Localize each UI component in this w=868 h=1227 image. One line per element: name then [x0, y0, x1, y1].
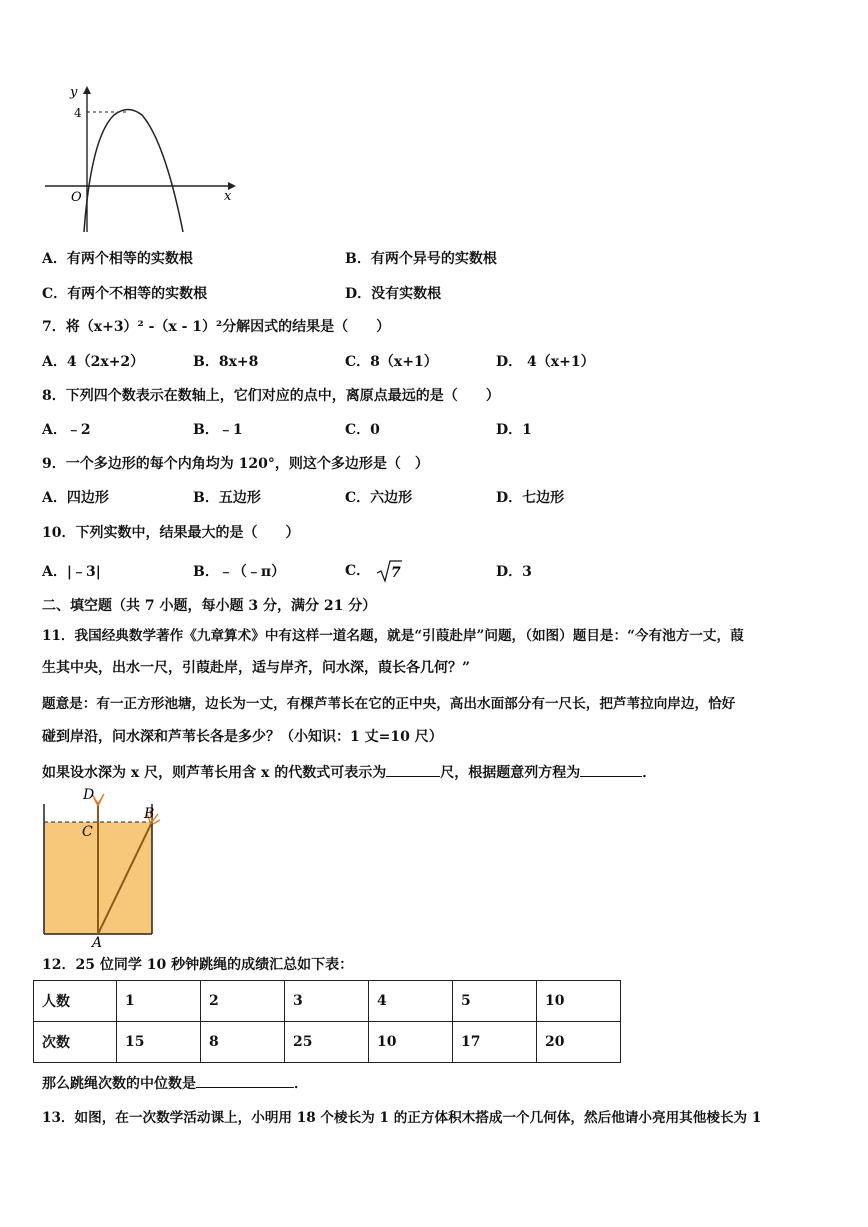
q7-option-b: B．8x+8	[193, 354, 259, 370]
q9-option-d: D．七边形	[496, 490, 565, 506]
label-c: C	[82, 824, 93, 840]
table-cell: 4	[369, 981, 453, 1022]
q7-option-a: A．4（2x+2）	[42, 354, 145, 370]
q8-option-b: B．﹣1	[193, 422, 243, 438]
q7-option-d: D． 4（x+1）	[496, 354, 595, 370]
label-b: B	[144, 806, 155, 822]
q11-line-5	[42, 762, 656, 783]
answer-blank-1[interactable]	[386, 762, 440, 777]
pond-figure	[34, 784, 164, 949]
table-cell: 10	[369, 1022, 453, 1063]
q7-stem: 7．将（x+3）² -（x - 1）²分解因式的结果是（ ）	[42, 319, 391, 335]
q8-stem: 8．下列四个数表示在数轴上，它们对应的点中，离原点最远的是（ ）	[42, 388, 500, 404]
q7-option-c: C．8（x+1）	[345, 354, 438, 370]
table-cell: 次数	[34, 1022, 117, 1063]
table-cell: 20	[537, 1022, 621, 1063]
sqrt-symbol	[375, 558, 403, 584]
table-cell: 8	[201, 1022, 285, 1063]
q11-line-2: 生其中央，出水一尺，引葭赴岸，适与岸齐，问水深，葭长各几何？”	[42, 660, 471, 676]
q6-option-b: B．有两个异号的实数根	[345, 251, 497, 267]
table-row	[34, 981, 621, 1022]
q10-option-b: B．﹣（﹣π）	[193, 564, 286, 580]
q8-option-c: C．0	[345, 422, 380, 438]
y-tick-label: 4	[74, 106, 82, 120]
table-cell: 2	[201, 981, 285, 1022]
table-cell: 3	[285, 981, 369, 1022]
q9-option-a: A．四边形	[42, 490, 109, 506]
table-cell: 10	[537, 981, 621, 1022]
y-axis-arrow	[83, 86, 91, 94]
table-cell: 1	[117, 981, 201, 1022]
q8-option-d: D．1	[496, 422, 532, 438]
table-cell: 17	[453, 1022, 537, 1063]
table-cell: 15	[117, 1022, 201, 1063]
label-d: D	[83, 787, 95, 803]
q10-stem: 10．下列实数中，结果最大的是（ ）	[42, 525, 300, 541]
q9-stem: 9．一个多边形的每个内角均为 120°，则这个多边形是（ ）	[42, 456, 429, 472]
q12-followup-end: ．	[294, 1076, 308, 1092]
table-row	[34, 1022, 621, 1063]
parabola-curve	[84, 110, 183, 233]
table-cell: 5	[453, 981, 537, 1022]
jump-rope-table	[33, 980, 621, 1063]
q11-line-5-part-3: ．	[642, 765, 657, 781]
q12-followup-text: 那么跳绳次数的中位数是	[42, 1076, 196, 1092]
q11-line-4: 碰到岸沿，问水深和芦苇长各是多少？（小知识：1 丈=10 尺）	[42, 729, 443, 745]
section-heading: 二、填空题（共 7 小题，每小题 3 分，满分 21 分）	[42, 598, 377, 614]
q8-option-a: A．﹣2	[42, 422, 91, 438]
q11-line-1: 11．我国经典数学著作《九章算术》中有这样一道名题，就是“引葭赴岸”问题，（如图）题目是：“今有池方一丈，葭	[42, 628, 744, 644]
q10-option-c	[345, 558, 403, 584]
table-cell: 人数	[34, 981, 117, 1022]
sqrt-radicand: 7	[391, 565, 401, 581]
answer-blank-3[interactable]	[196, 1073, 294, 1088]
q6-option-d: D．没有实数根	[345, 286, 442, 302]
origin-label: O	[71, 190, 82, 205]
q6-option-a: A．有两个相等的实数根	[42, 251, 193, 267]
q6-option-c: C．有两个不相等的实数根	[42, 286, 208, 302]
parabola-graph	[40, 82, 240, 240]
q12-stem: 12．25 位同学 10 秒钟跳绳的成绩汇总如下表：	[42, 957, 354, 973]
label-a: A	[92, 935, 103, 949]
q11-line-5-part-1: 如果设水深为 x 尺，则芦苇长用含 x 的代数式可表示为	[42, 765, 387, 781]
q11-line-5-part-2: 尺，根据题意列方程为	[440, 765, 581, 781]
q10-option-c-prefix: C．	[345, 563, 371, 579]
answer-blank-2[interactable]	[580, 762, 642, 777]
table-cell: 25	[285, 1022, 369, 1063]
q10-option-a: A．|﹣3|	[42, 564, 101, 580]
q9-option-b: B．五边形	[193, 490, 261, 506]
q12-followup	[42, 1073, 308, 1094]
q10-option-d: D．3	[496, 564, 532, 580]
q13-line-1: 13．如图，在一次数学活动课上，小明用 18 个棱长为 1 的正方体积木搭成一个几何体，然后他请小亮用其他棱长为 1	[42, 1110, 762, 1126]
y-axis-label: y	[70, 85, 78, 100]
q9-option-c: C．六边形	[345, 490, 413, 506]
q11-line-3: 题意是：有一正方形池塘，边长为一丈，有棵芦苇长在它的正中央，高出水面部分有一尺长，把芦苇拉向岸边，恰好	[42, 696, 736, 712]
x-axis-label: x	[224, 189, 232, 204]
